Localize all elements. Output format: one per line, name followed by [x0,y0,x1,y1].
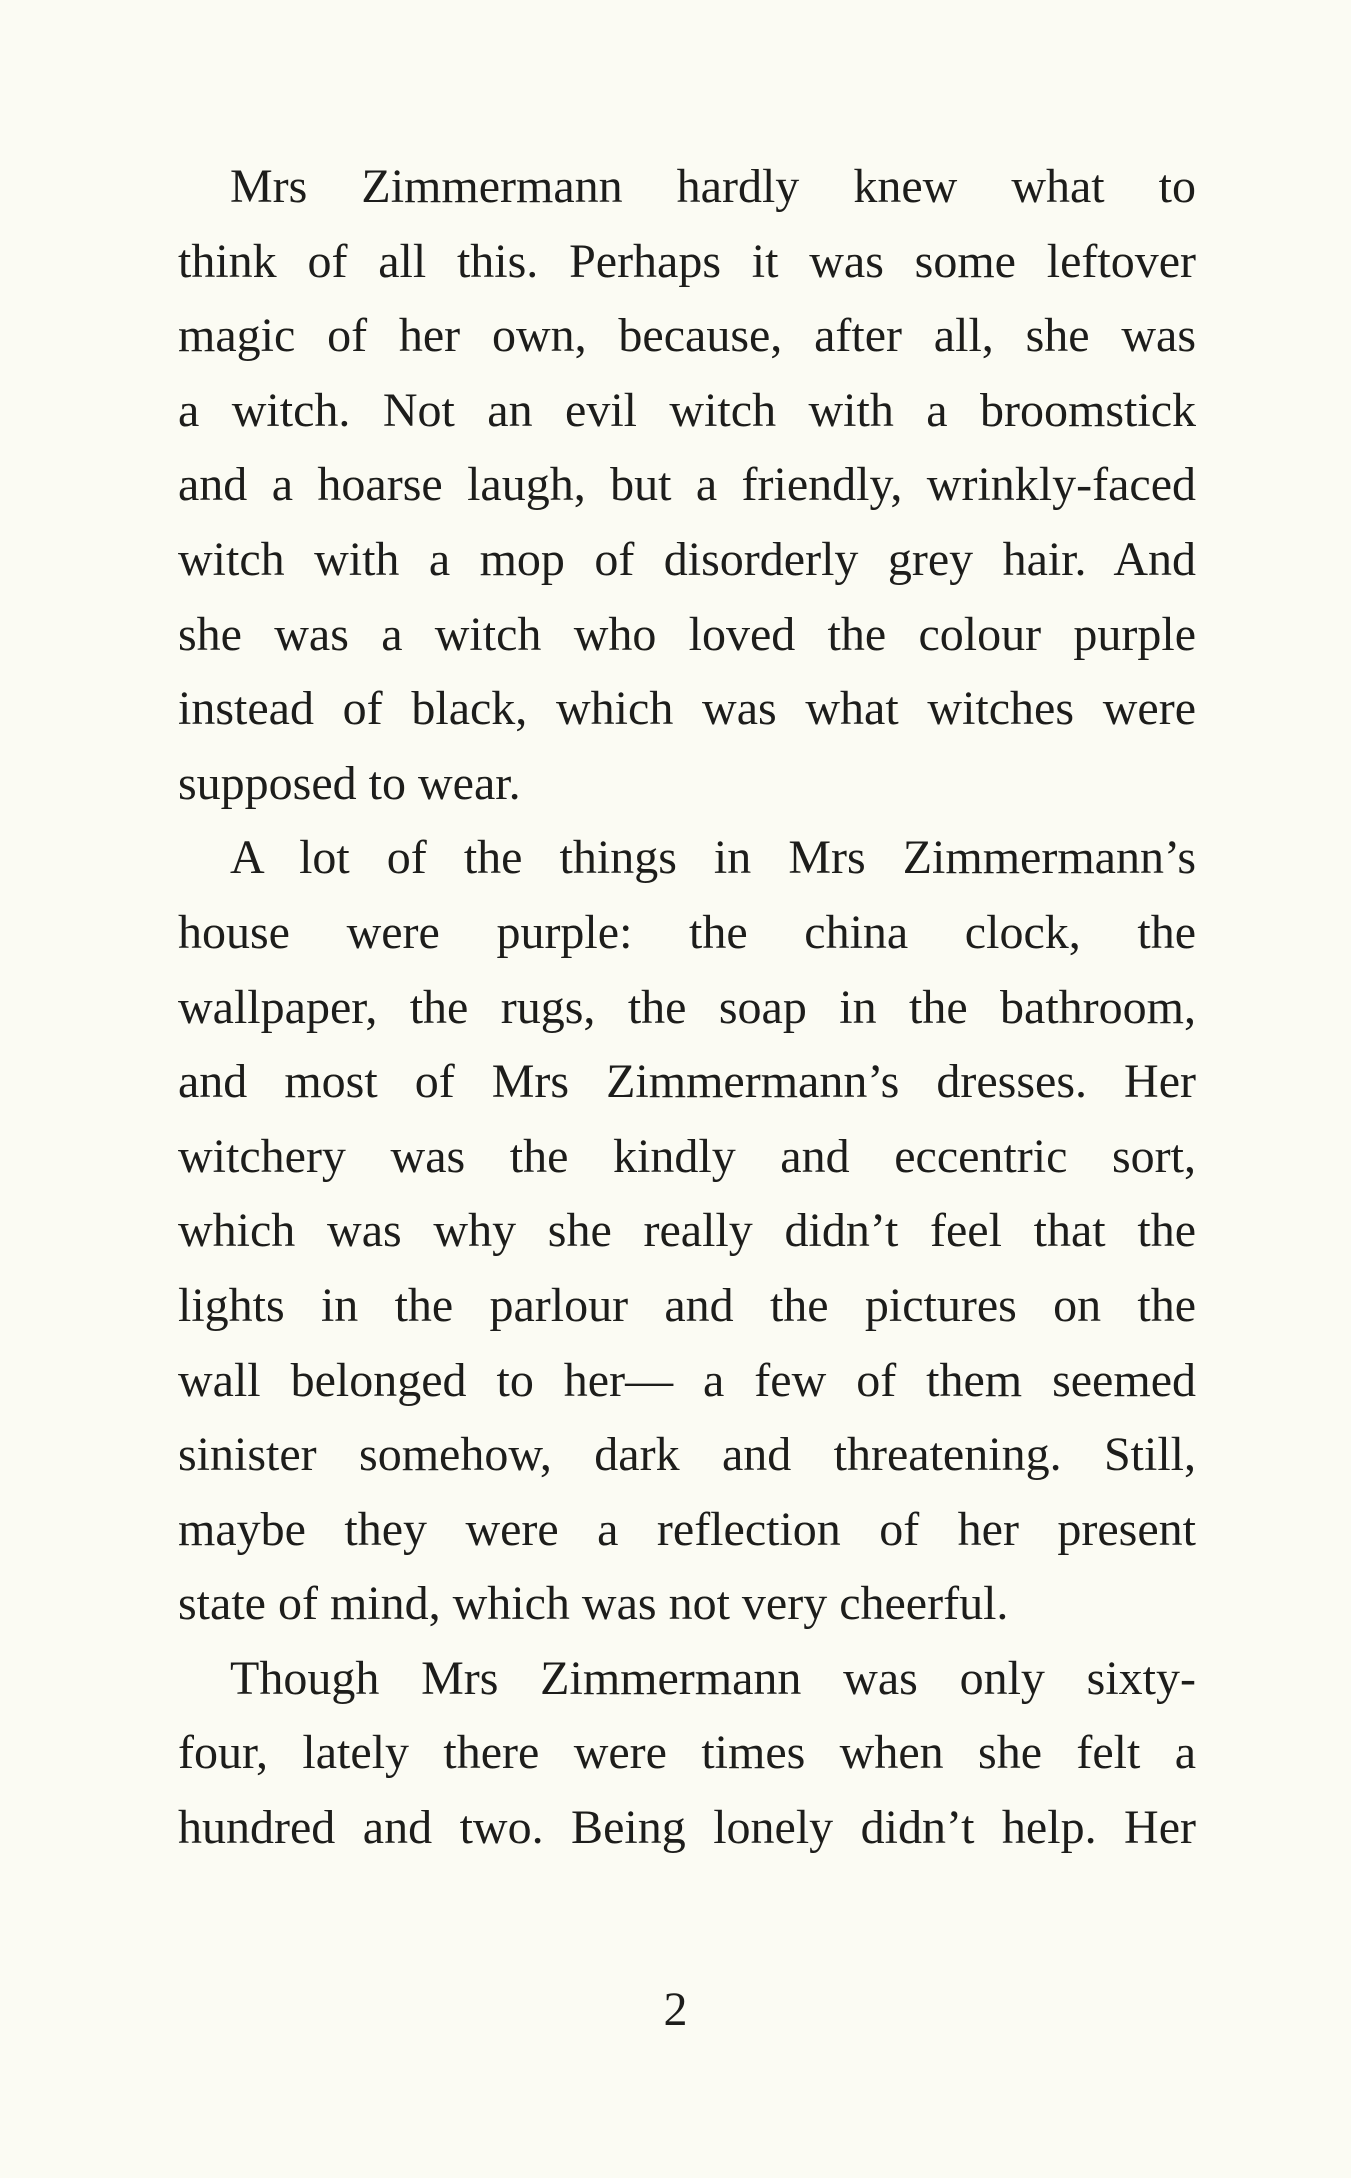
text-line: and a hoarse laugh, but a friendly, wrinkly-faced [178,458,1196,512]
text-line: which was why she really didn’t feel that the [178,1204,1196,1258]
text-line: hundred and two. Being lonely didn’t help. Her [178,1801,1196,1855]
text-line: she was a witch who loved the colour purple [178,607,1196,661]
text-line: supposed to wear. [178,756,521,810]
text-line: think of all this. Perhaps it was some leftover [178,234,1196,288]
text-line: magic of her own, because, after all, she was [178,309,1196,363]
text-line: maybe they were a reflection of her present [178,1502,1196,1556]
text-line: wallpaper, the rugs, the soap in the bathroom, [178,980,1196,1034]
body-text [178,150,1196,1866]
text-line: Though Mrs Zimmermann was only sixty- [230,1651,1196,1705]
text-line: house were purple: the china clock, the [178,905,1196,959]
text-line: four, lately there were times when she felt a [178,1726,1196,1780]
text-line: instead of black, which was what witches were [178,682,1196,736]
text-line: and most of Mrs Zimmermann’s dresses. Her [178,1055,1196,1109]
text-line: witch with a mop of disorderly grey hair. And [178,532,1196,586]
text-line: Mrs Zimmermann hardly knew what to [230,160,1196,213]
text-line: witchery was the kindly and eccentric sort, [178,1129,1196,1183]
text-line: A lot of the things in Mrs Zimmermann’s [230,831,1196,885]
text-line: wall belonged to her— a few of them seemed [178,1353,1196,1407]
page-number: 2 [663,1983,688,2036]
text-line: state of mind, which was not very cheerful. [178,1577,1009,1631]
text-line: a witch. Not an evil witch with a broomstick [178,383,1196,437]
text-line: sinister somehow, dark and threatening. Still, [178,1428,1196,1482]
text-line: lights in the parlour and the pictures on the [178,1278,1196,1332]
